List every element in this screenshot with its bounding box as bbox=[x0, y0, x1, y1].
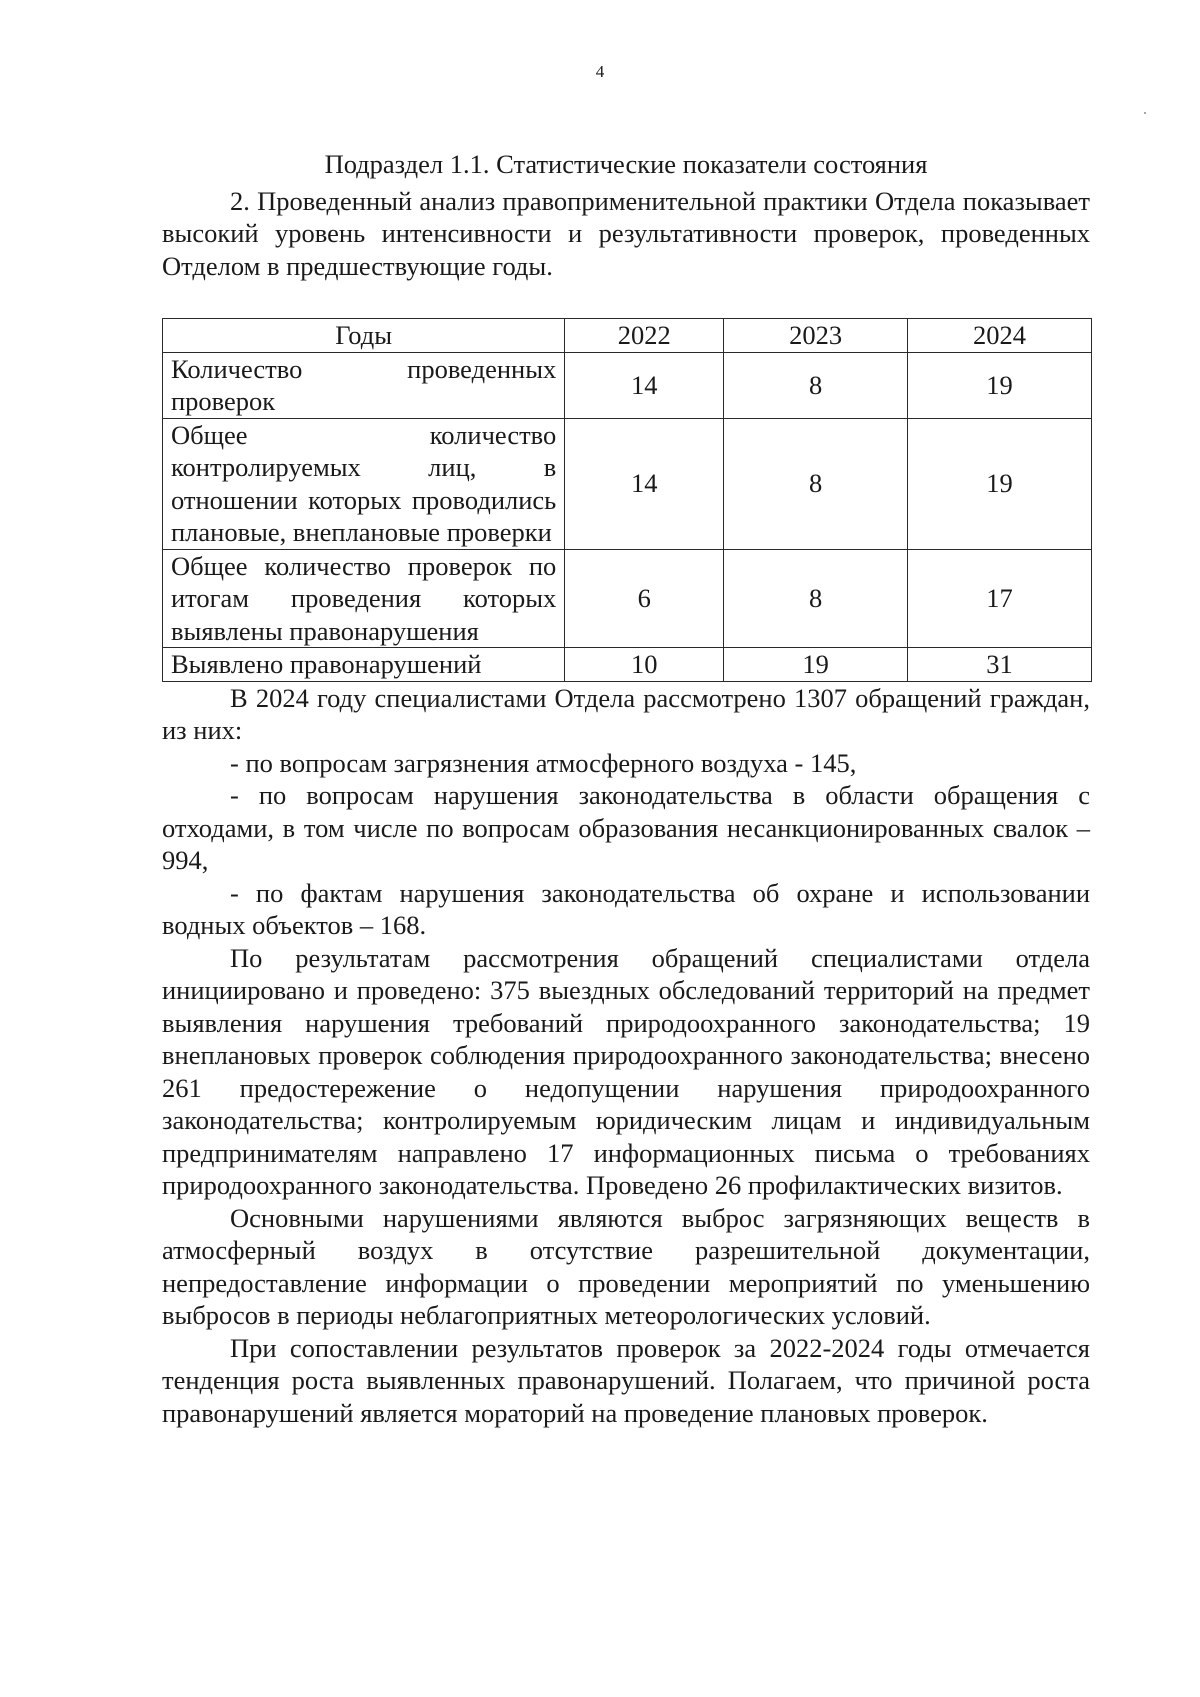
table-row bbox=[163, 648, 1092, 682]
table-cell: 31 bbox=[908, 648, 1092, 682]
table-cell: 8 bbox=[724, 549, 908, 648]
appeals-list-item: - по фактам нарушения законодательства об охране и использовании водных объектов – 168. bbox=[162, 877, 1090, 940]
table-cell: 8 bbox=[724, 418, 908, 549]
table-cell: 6 bbox=[565, 549, 724, 648]
appeals-list-item: - по вопросам нарушения законодательства в области обращения с отходами, в том числе по вопросам образования несанкционированных свалок – 994, bbox=[162, 780, 1090, 875]
appeals-paragraph: В 2024 году специалистами Отдела рассмотрено 1307 обращений граждан, из них: bbox=[162, 682, 1090, 745]
table-cell: 19 bbox=[908, 418, 1092, 549]
page-number: 4 bbox=[595, 62, 605, 81]
table-row-label: Количество проведенных проверок bbox=[163, 352, 565, 418]
table-cell: 14 bbox=[565, 418, 724, 549]
table-row bbox=[163, 549, 1092, 648]
violations-paragraph: Основными нарушениями являются выброс загрязняющих веществ в атмосферный воздух в отсутствие разрешительной документации, непредоставление информации о проведении мероприятий по уменьшению выбросов в периоды неблагоприятных метеорологических условий. bbox=[162, 1202, 1090, 1330]
appeals-list-item: - по вопросам загрязнения атмосферного воздуха - 145, bbox=[230, 747, 857, 778]
statistics-table bbox=[162, 318, 1092, 682]
table-row bbox=[163, 352, 1092, 418]
table-row bbox=[163, 418, 1092, 549]
conclusion-paragraph: При сопоставлении результатов проверок за 2022-2024 годы отмечается тенденция роста выявленных правонарушений. Полагаем, что причиной роста правонарушений является мораторий на проведение плановых проверок. bbox=[162, 1332, 1090, 1428]
table-row-label: Выявлено правонарушений bbox=[163, 648, 565, 682]
table-cell: 10 bbox=[565, 648, 724, 682]
results-paragraph: По результатам рассмотрения обращений специалистами отдела инициировано и проведено: 375 выездных обследований территорий на предмет выявления нарушения требований природоохранного законодательства; 19 внеплановых проверок соблюдения природоохранного законодательства; внесено 261 предостережение о недопущении нарушения природоохранного законодательства; контролируемым юридическим лицам и индивидуальным предпринимателям направлено 17 информационных письма о требованиях природоохранного законодательства. Проведено 26 профилактических визитов. bbox=[162, 942, 1090, 1200]
table-cell: 17 bbox=[908, 549, 1092, 648]
table-row-label: Общее количество контролируемых лиц, в отношении которых проводились плановые, внеплановые проверки bbox=[163, 418, 565, 549]
table-header-label: Годы bbox=[163, 319, 565, 353]
document-body bbox=[162, 148, 1090, 1429]
table-row-label: Общее количество проверок по итогам проведения которых выявлены правонарушения bbox=[163, 549, 565, 648]
table-header-year: 2023 bbox=[724, 319, 908, 353]
section-heading: Подраздел 1.1. Статистические показатели состояния bbox=[324, 149, 928, 179]
table-header-year: 2024 bbox=[908, 319, 1092, 353]
table-cell: 19 bbox=[908, 352, 1092, 418]
table-cell: 14 bbox=[565, 352, 724, 418]
table-header-row bbox=[163, 319, 1092, 353]
table-cell: 8 bbox=[724, 352, 908, 418]
intro-paragraph: 2. Проведенный анализ правоприменительной практики Отдела показывает высокий уровень интенсивности и результативности проверок, проведенных Отделом в предшествующие годы. bbox=[162, 185, 1090, 281]
table-cell: 19 bbox=[724, 648, 908, 682]
scan-speck bbox=[1144, 112, 1146, 114]
table-header-year: 2022 bbox=[565, 319, 724, 353]
